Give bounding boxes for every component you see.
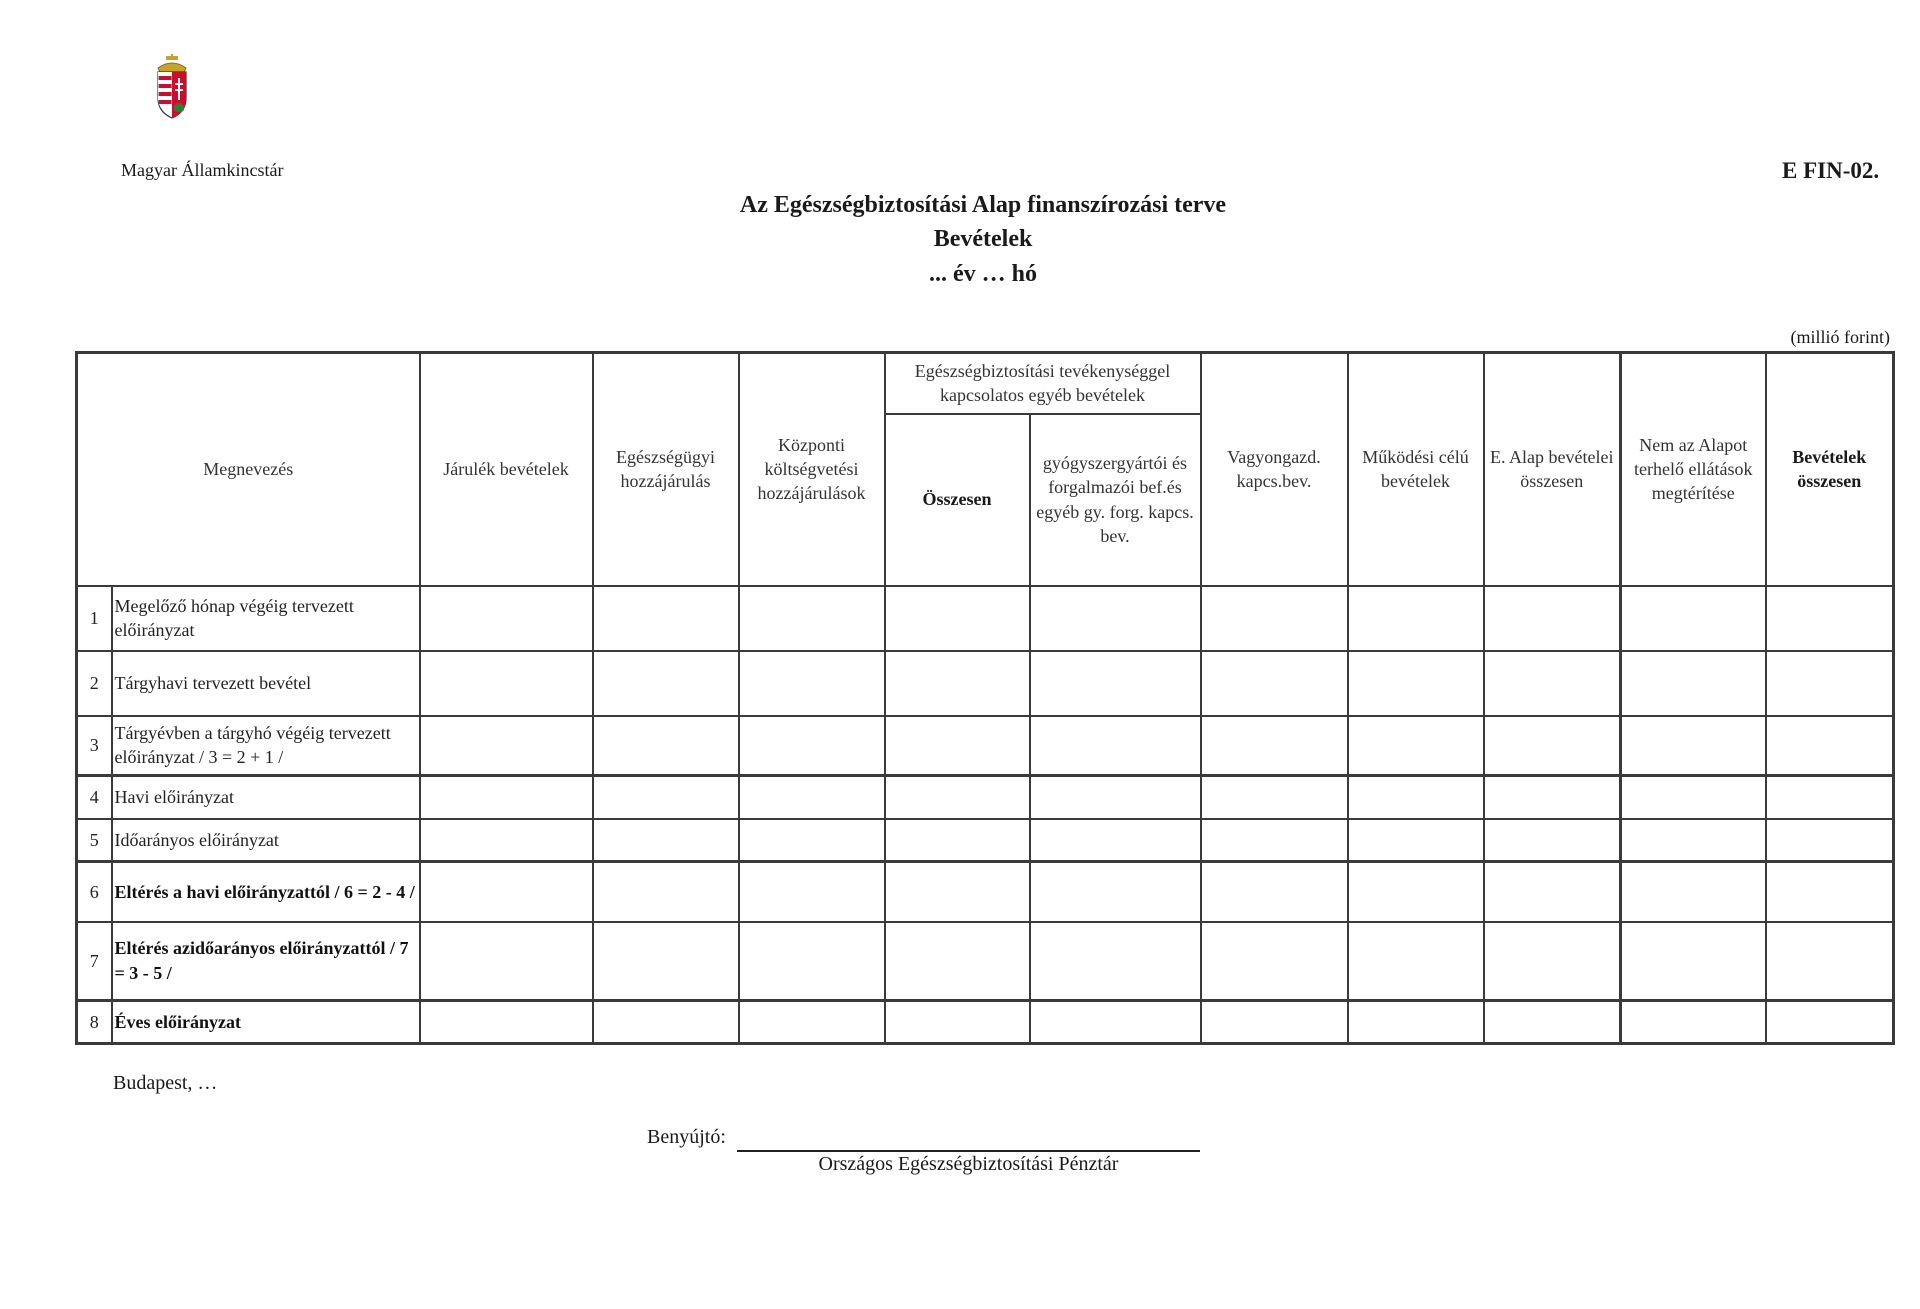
amount-cell[interactable]	[1484, 819, 1621, 862]
amount-cell[interactable]	[1766, 862, 1894, 922]
amount-cell[interactable]	[1621, 1001, 1766, 1044]
amount-cell[interactable]	[593, 586, 739, 651]
amount-cell[interactable]	[593, 922, 739, 1001]
amount-cell[interactable]	[1030, 1001, 1201, 1044]
amount-cell[interactable]	[1621, 819, 1766, 862]
amount-cell[interactable]	[1348, 1001, 1484, 1044]
col-header-operating: Működési célú bevételek	[1348, 353, 1484, 586]
amount-cell[interactable]	[739, 716, 885, 776]
amount-cell[interactable]	[1201, 862, 1348, 922]
amount-cell[interactable]	[420, 1001, 593, 1044]
amount-cell[interactable]	[1348, 819, 1484, 862]
row-label: Tárgyévben a tárgyhó végéig tervezett előirányzat / 3 = 2 + 1 /	[112, 716, 420, 776]
amount-cell[interactable]	[1766, 819, 1894, 862]
table-row	[77, 922, 1894, 1001]
amount-cell[interactable]	[1030, 776, 1201, 819]
amount-cell[interactable]	[1484, 922, 1621, 1001]
amount-cell[interactable]	[593, 716, 739, 776]
amount-cell[interactable]	[1201, 776, 1348, 819]
amount-cell[interactable]	[1201, 1001, 1348, 1044]
signature-line[interactable]	[737, 1150, 1200, 1152]
amount-cell[interactable]	[739, 586, 885, 651]
amount-cell[interactable]	[420, 922, 593, 1001]
amount-cell[interactable]	[1621, 776, 1766, 819]
table-row	[77, 1001, 1894, 1044]
row-number: 8	[77, 1001, 112, 1044]
row-number: 3	[77, 716, 112, 776]
unit-label: (millió forint)	[1790, 327, 1890, 347]
row-number: 1	[77, 586, 112, 651]
amount-cell[interactable]	[1201, 586, 1348, 651]
col-header-other-group: Egészségbiztosítási tevékenységgel kapcsolatos egyéb bevételek	[885, 353, 1201, 414]
amount-cell[interactable]	[885, 862, 1030, 922]
col-header-asset-mgmt: Vagyongazd. kapcs.bev.	[1201, 353, 1348, 586]
amount-cell[interactable]	[1030, 716, 1201, 776]
row-label: Tárgyhavi tervezett bevétel	[112, 651, 420, 716]
amount-cell[interactable]	[885, 586, 1030, 651]
amount-cell[interactable]	[1766, 1001, 1894, 1044]
col-header-fund-total: E. Alap bevételei összesen	[1484, 353, 1621, 586]
amount-cell[interactable]	[593, 776, 739, 819]
amount-cell[interactable]	[1201, 819, 1348, 862]
page-title: Az Egészségbiztosítási Alap finanszírozási terve	[739, 192, 1227, 218]
amount-cell[interactable]	[1484, 776, 1621, 819]
amount-cell[interactable]	[1201, 922, 1348, 1001]
amount-cell[interactable]	[1621, 651, 1766, 716]
amount-cell[interactable]	[1030, 862, 1201, 922]
amount-cell[interactable]	[420, 651, 593, 716]
amount-cell[interactable]	[1030, 819, 1201, 862]
amount-cell[interactable]	[1766, 922, 1894, 1001]
amount-cell[interactable]	[593, 862, 739, 922]
amount-cell[interactable]	[593, 651, 739, 716]
col-header-grand-total: Bevételek összesen	[1766, 353, 1894, 586]
amount-cell[interactable]	[420, 819, 593, 862]
amount-cell[interactable]	[1766, 651, 1894, 716]
row-label: Éves előirányzat	[112, 1001, 420, 1044]
row-number: 5	[77, 819, 112, 862]
amount-cell[interactable]	[420, 862, 593, 922]
row-label: Havi előirányzat	[112, 776, 420, 819]
table-row	[77, 651, 1894, 716]
amount-cell[interactable]	[1766, 716, 1894, 776]
amount-cell[interactable]	[1484, 651, 1621, 716]
row-number: 2	[77, 651, 112, 716]
amount-cell[interactable]	[1484, 862, 1621, 922]
header-row-1	[77, 353, 1894, 414]
row-number: 7	[77, 922, 112, 1001]
col-header-central-budget: Központi költségvetési hozzájárulások	[739, 353, 885, 586]
amount-cell[interactable]	[885, 922, 1030, 1001]
amount-cell[interactable]	[1201, 716, 1348, 776]
row-label: Időarányos előirányzat	[112, 819, 420, 862]
amount-cell[interactable]	[885, 776, 1030, 819]
amount-cell[interactable]	[885, 716, 1030, 776]
amount-cell[interactable]	[1030, 651, 1201, 716]
col-header-non-fund: Nem az Alapot terhelő ellátások megtérítése	[1621, 353, 1766, 586]
amount-cell[interactable]	[739, 776, 885, 819]
amount-cell[interactable]	[1348, 716, 1484, 776]
form-code: E FIN-02.	[1782, 158, 1880, 183]
table-row	[77, 862, 1894, 922]
amount-cell[interactable]	[1484, 1001, 1621, 1044]
amount-cell[interactable]	[1621, 716, 1766, 776]
revenue-plan-table	[75, 351, 1895, 1045]
submitter-organization: Országos Egészségbiztosítási Pénztár	[818, 1153, 1119, 1175]
amount-cell[interactable]	[593, 819, 739, 862]
page-subtitle: Bevételek	[933, 226, 1033, 252]
col-header-health-contribution: Egészségügyi hozzájárulás	[593, 353, 739, 586]
amount-cell[interactable]	[885, 1001, 1030, 1044]
amount-cell[interactable]	[1484, 586, 1621, 651]
amount-cell[interactable]	[1348, 776, 1484, 819]
row-number: 4	[77, 776, 112, 819]
amount-cell[interactable]	[1348, 586, 1484, 651]
col-header-other-total: Összesen	[885, 414, 1030, 586]
amount-cell[interactable]	[1484, 716, 1621, 776]
amount-cell[interactable]	[1621, 862, 1766, 922]
amount-cell[interactable]	[739, 651, 885, 716]
amount-cell[interactable]	[1348, 651, 1484, 716]
col-header-contributions: Járulék bevételek	[420, 353, 593, 586]
amount-cell[interactable]	[885, 819, 1030, 862]
issuer-name: Magyar Államkincstár	[121, 160, 284, 180]
row-label: Megelőző hónap végéig tervezett előirányzat	[112, 586, 420, 651]
table-row	[77, 586, 1894, 651]
amount-cell[interactable]	[420, 586, 593, 651]
place-date: Budapest, …	[113, 1072, 218, 1094]
submitter-label: Benyújtó:	[647, 1126, 726, 1148]
row-label: Eltérés azidőarányos előirányzattól / 7 = 3 - 5 /	[112, 922, 420, 1001]
amount-cell[interactable]	[885, 651, 1030, 716]
col-header-name: Megnevezés	[77, 353, 420, 586]
period-line: ... év … hó	[929, 261, 1037, 287]
amount-cell[interactable]	[1621, 922, 1766, 1001]
amount-cell[interactable]	[420, 776, 593, 819]
amount-cell[interactable]	[1201, 651, 1348, 716]
table-row	[77, 819, 1894, 862]
table-row	[77, 716, 1894, 776]
table-row	[77, 776, 1894, 819]
amount-cell[interactable]	[1348, 922, 1484, 1001]
amount-cell[interactable]	[739, 1001, 885, 1044]
amount-cell[interactable]	[739, 819, 885, 862]
amount-cell[interactable]	[593, 1001, 739, 1044]
amount-cell[interactable]	[1030, 586, 1201, 651]
row-number: 6	[77, 862, 112, 922]
row-label: Eltérés a havi előirányzattól / 6 = 2 - 4 /	[112, 862, 420, 922]
amount-cell[interactable]	[1766, 776, 1894, 819]
amount-cell[interactable]	[1766, 586, 1894, 651]
coat-of-arms-icon	[150, 54, 194, 120]
amount-cell[interactable]	[1621, 586, 1766, 651]
amount-cell[interactable]	[420, 716, 593, 776]
amount-cell[interactable]	[1030, 922, 1201, 1001]
amount-cell[interactable]	[1348, 862, 1484, 922]
amount-cell[interactable]	[739, 862, 885, 922]
col-header-pharma: gyógyszergyártói és forgalmazói bef.és egyéb gy. forg. kapcs. bev.	[1030, 414, 1201, 586]
amount-cell[interactable]	[739, 922, 885, 1001]
